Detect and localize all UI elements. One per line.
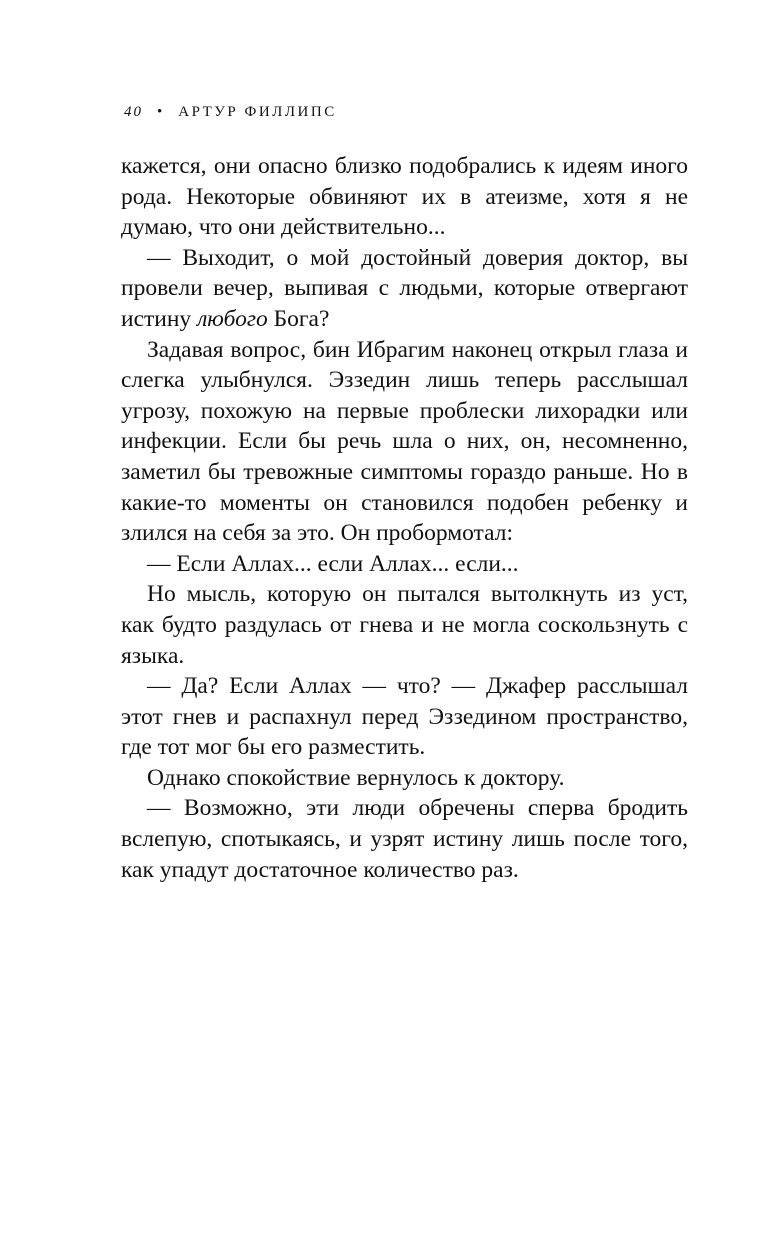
paragraph: — Да? Если Аллах — что? — Джафер расслышал этот гнев и распахнул перед Эззедином пространство, где тот мог бы его разместить. (121, 673, 688, 761)
running-head (124, 104, 337, 121)
paragraph-text: — Выходит, о мой достойный доверия доктор, вы провели вечер, выпивая с людьми, которые отвергают истину (121, 244, 688, 332)
paragraph (121, 243, 688, 335)
paragraph: Задавая вопрос, бин Ибрагим наконец открыл глаза и слегка улыбнулся. Эззедин лишь теперь расслышал угрозу, похожую на первые проблески лихорадки или инфекции. Если бы речь шла о них, он, несомненно, заметил бы тревожные симптомы гораздо раньше. Но в какие-то моменты он становился подобен ребенку и злился на себя за это. Он пробормотал: (121, 336, 688, 547)
emphasized-word: любого (197, 305, 268, 332)
paragraph: — Возможно, эти люди обречены сперва бродить вслепую, спотыкаясь, и узрят истину лишь после того, как упадут достаточное количество раз. (121, 795, 688, 883)
body-text (121, 151, 688, 885)
paragraph: Но мысль, которую он пытался вытолкнуть из уст, как будто раздулась от гнева и не могла соскользнуть с языка. (121, 581, 688, 669)
paragraph: кажется, они опасно близко подобрались к идеям иного рода. Некоторые обвиняют их в атеизме, хотя я не думаю, что они действительно... (121, 153, 688, 241)
page-number: 40 (124, 104, 143, 120)
header-separator: • (157, 104, 165, 120)
author-name: АРТУР ФИЛЛИПС (178, 104, 337, 120)
paragraph: Однако спокойствие вернулось к доктору. (147, 764, 565, 791)
paragraph: — Если Аллах... если Аллах... если... (147, 550, 519, 577)
paragraph-text: Бога? (267, 305, 330, 332)
